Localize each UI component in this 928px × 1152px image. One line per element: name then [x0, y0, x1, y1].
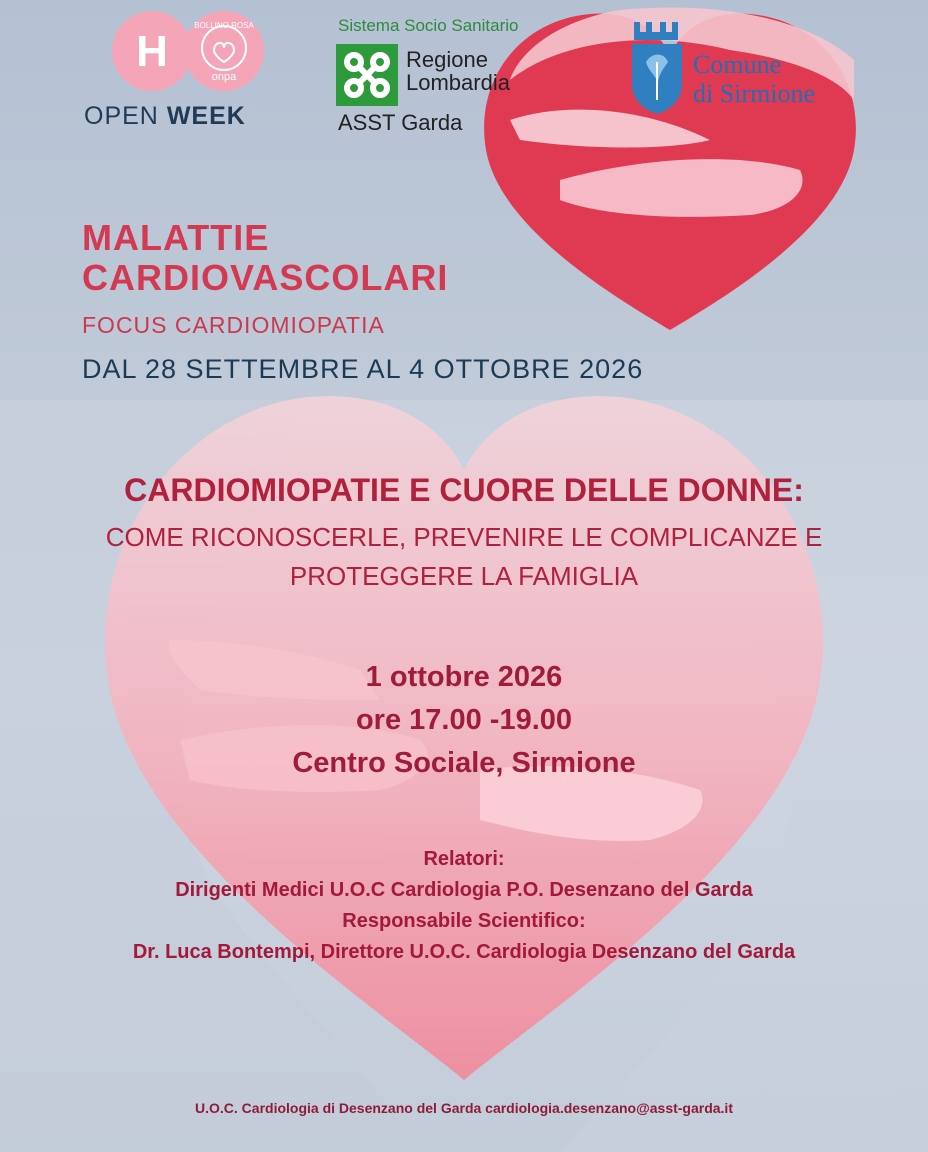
event-subtitle-line2: PROTEGGERE LA FAMIGLIA: [289, 561, 639, 591]
campaign-title: [82, 218, 448, 298]
event-place: Centro Sociale, Sirmione: [292, 747, 636, 779]
asst-label: ASST: [338, 110, 396, 135]
open-week-bold: WEEK: [166, 102, 246, 130]
responsabile-text: Dr. Luca Bontempi, Direttore U.O.C. Cardiologia Desenzano del Garda: [132, 941, 796, 963]
event-subtitle: [0, 518, 928, 596]
campaign-title-line2: CARDIOVASCOLARI: [82, 257, 449, 298]
logo-badge-bottom: onpa: [211, 71, 237, 83]
region-line1: Regione: [406, 47, 488, 72]
regione-lombardia-name: [406, 48, 510, 94]
footer-contact: U.O.C. Cardiologia di Desenzano del Garda cardiologia.desenzano@asst-garda.it: [195, 1100, 733, 1116]
comune-line2: di Sirmione: [693, 79, 816, 108]
event-time: ore 17.00 -19.00: [355, 704, 573, 736]
asst-name: Garda: [401, 110, 463, 135]
comune-line1: Comune: [693, 50, 782, 79]
responsabile-label: Responsabile Scientifico:: [342, 910, 586, 932]
comune-sirmione-crest: [630, 22, 684, 114]
event-title: CARDIOMIOPATIE E CUORE DELLE DONNE:: [124, 472, 804, 508]
event-subtitle-line1: COME RICONOSCERLE, PREVENIRE LE COMPLICANZE E: [105, 522, 823, 552]
bollino-rosa-logo: [80, 6, 280, 98]
open-week-label: [84, 102, 246, 131]
region-line2: Lombardia: [406, 70, 510, 95]
ssn-title: Sistema Socio Sanitario: [338, 16, 519, 35]
comune-sirmione-name: [693, 50, 815, 108]
campaign-focus: FOCUS CARDIOMIOPATIA: [82, 312, 385, 338]
logo-badge-top: BOLLINO ROSA: [194, 21, 254, 30]
event-details: [0, 656, 928, 785]
event-date: 1 ottobre 2026: [365, 661, 563, 693]
open-week-light: OPEN: [84, 102, 159, 130]
logo-h-letter: H: [136, 27, 168, 76]
speakers-block: [0, 844, 928, 968]
campaign-dates: DAL 28 SETTEMBRE AL 4 OTTOBRE 2026: [82, 354, 644, 384]
relatori-label: Relatori:: [423, 848, 505, 870]
asst-garda-label: [338, 110, 462, 136]
regione-lombardia-logo: [336, 44, 398, 106]
relatori-text: Dirigenti Medici U.O.C Cardiologia P.O. Desenzano del Garda: [175, 879, 753, 901]
campaign-title-line1: MALATTIE: [82, 217, 270, 258]
